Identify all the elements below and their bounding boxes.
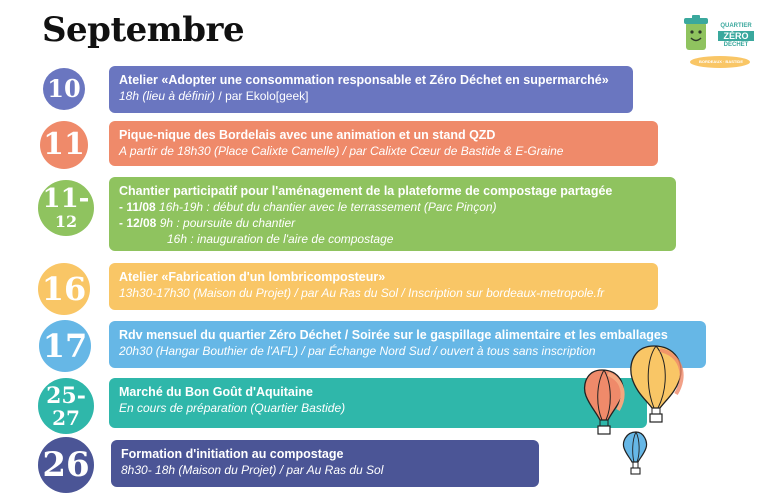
balloon-icon <box>585 370 624 434</box>
event-card[interactable] <box>111 440 539 487</box>
event-title: Atelier «Fabrication d'un lombricomposteur» <box>119 270 386 284</box>
date-text-start: 25- <box>46 382 86 409</box>
date-badge <box>38 180 94 236</box>
date-text: 10 <box>47 74 81 103</box>
date-text-start: 11- <box>42 184 90 214</box>
event-title: Pique-nique des Bordelais avec une animation et un stand QZD <box>119 128 496 142</box>
logo-text-quartier: QUARTIER <box>720 23 752 29</box>
date-text: 17 <box>42 327 88 365</box>
date-text: 11 <box>43 127 85 162</box>
event-time: 18h (lieu à définir) <box>119 89 216 103</box>
event-title: Rdv mensuel du quartier Zéro Déchet / Soirée sur le gaspillage alimentaire et les emballages <box>119 328 668 342</box>
event-detail: 8h30- 18h (Maison du Projet) / par Au Ras du Sol <box>121 463 384 477</box>
event-card[interactable] <box>109 66 633 113</box>
balloon-icon <box>631 346 682 422</box>
logo-text-zero: ZÉRO <box>718 31 754 41</box>
event-organizer: / par Ekolo[geek] <box>215 89 309 103</box>
event-detail-line: 16h : inauguration de l'aire de compostage <box>167 232 394 246</box>
page-title: Septembre <box>42 10 245 50</box>
date-badge <box>43 68 85 110</box>
event-date-prefix: - 12/08 <box>119 216 160 230</box>
date-badge <box>40 121 88 169</box>
event-detail: A partir de 18h30 (Place Calixte Camelle) / par Calixte Cœur de Bastide & E-Graine <box>119 144 564 158</box>
event-detail-line <box>119 199 666 215</box>
date-badge <box>38 263 90 315</box>
event-detail: 13h30-17h30 (Maison du Projet) / par Au Ras du Sol / Inscription sur bordeaux-metropole.fr <box>119 286 605 300</box>
date-text-end: 12 <box>54 212 78 231</box>
event-card[interactable] <box>109 378 647 428</box>
event-card[interactable] <box>109 177 676 251</box>
event-title: Marché du Bon Goût d'Aquitaine <box>119 385 313 399</box>
event-card[interactable] <box>109 121 658 166</box>
date-badge <box>38 437 94 493</box>
event-date-prefix: - 11/08 <box>119 200 160 214</box>
hot-air-balloons-illustration <box>580 340 690 490</box>
date-text-end: 27 <box>52 405 80 430</box>
logo-footer: BORDEAUX · BASTIDE <box>698 59 743 64</box>
event-title: Chantier participatif pour l'aménagement de la plateforme de compostage partagée <box>119 184 613 198</box>
event-title: Atelier «Adopter une consommation responsable et Zéro Déchet en supermarché» <box>119 73 609 87</box>
date-text: 16 <box>41 270 87 308</box>
event-detail-text: 16h-19h : début du chantier avec le terrassement (Parc Pinçon) <box>159 200 497 214</box>
event-detail: En cours de préparation (Quartier Bastide) <box>119 401 346 415</box>
event-detail-text: 9h : poursuite du chantier <box>159 216 296 230</box>
event-detail-line <box>119 215 666 231</box>
balloon-icon <box>624 432 647 474</box>
event-detail <box>119 88 623 104</box>
date-badge <box>38 378 94 434</box>
event-card[interactable] <box>109 263 658 310</box>
zero-dechet-logo <box>684 14 754 72</box>
event-detail: 20h30 (Hangar Bouthier de l'AFL) / par Échange Nord Sud / ouvert à tous sans inscription <box>119 344 596 358</box>
date-text: 26 <box>42 445 90 485</box>
logo-text-dechet: DÉCHET <box>723 42 749 48</box>
event-title: Formation d'initiation au compostage <box>121 447 344 461</box>
date-badge <box>39 320 91 372</box>
